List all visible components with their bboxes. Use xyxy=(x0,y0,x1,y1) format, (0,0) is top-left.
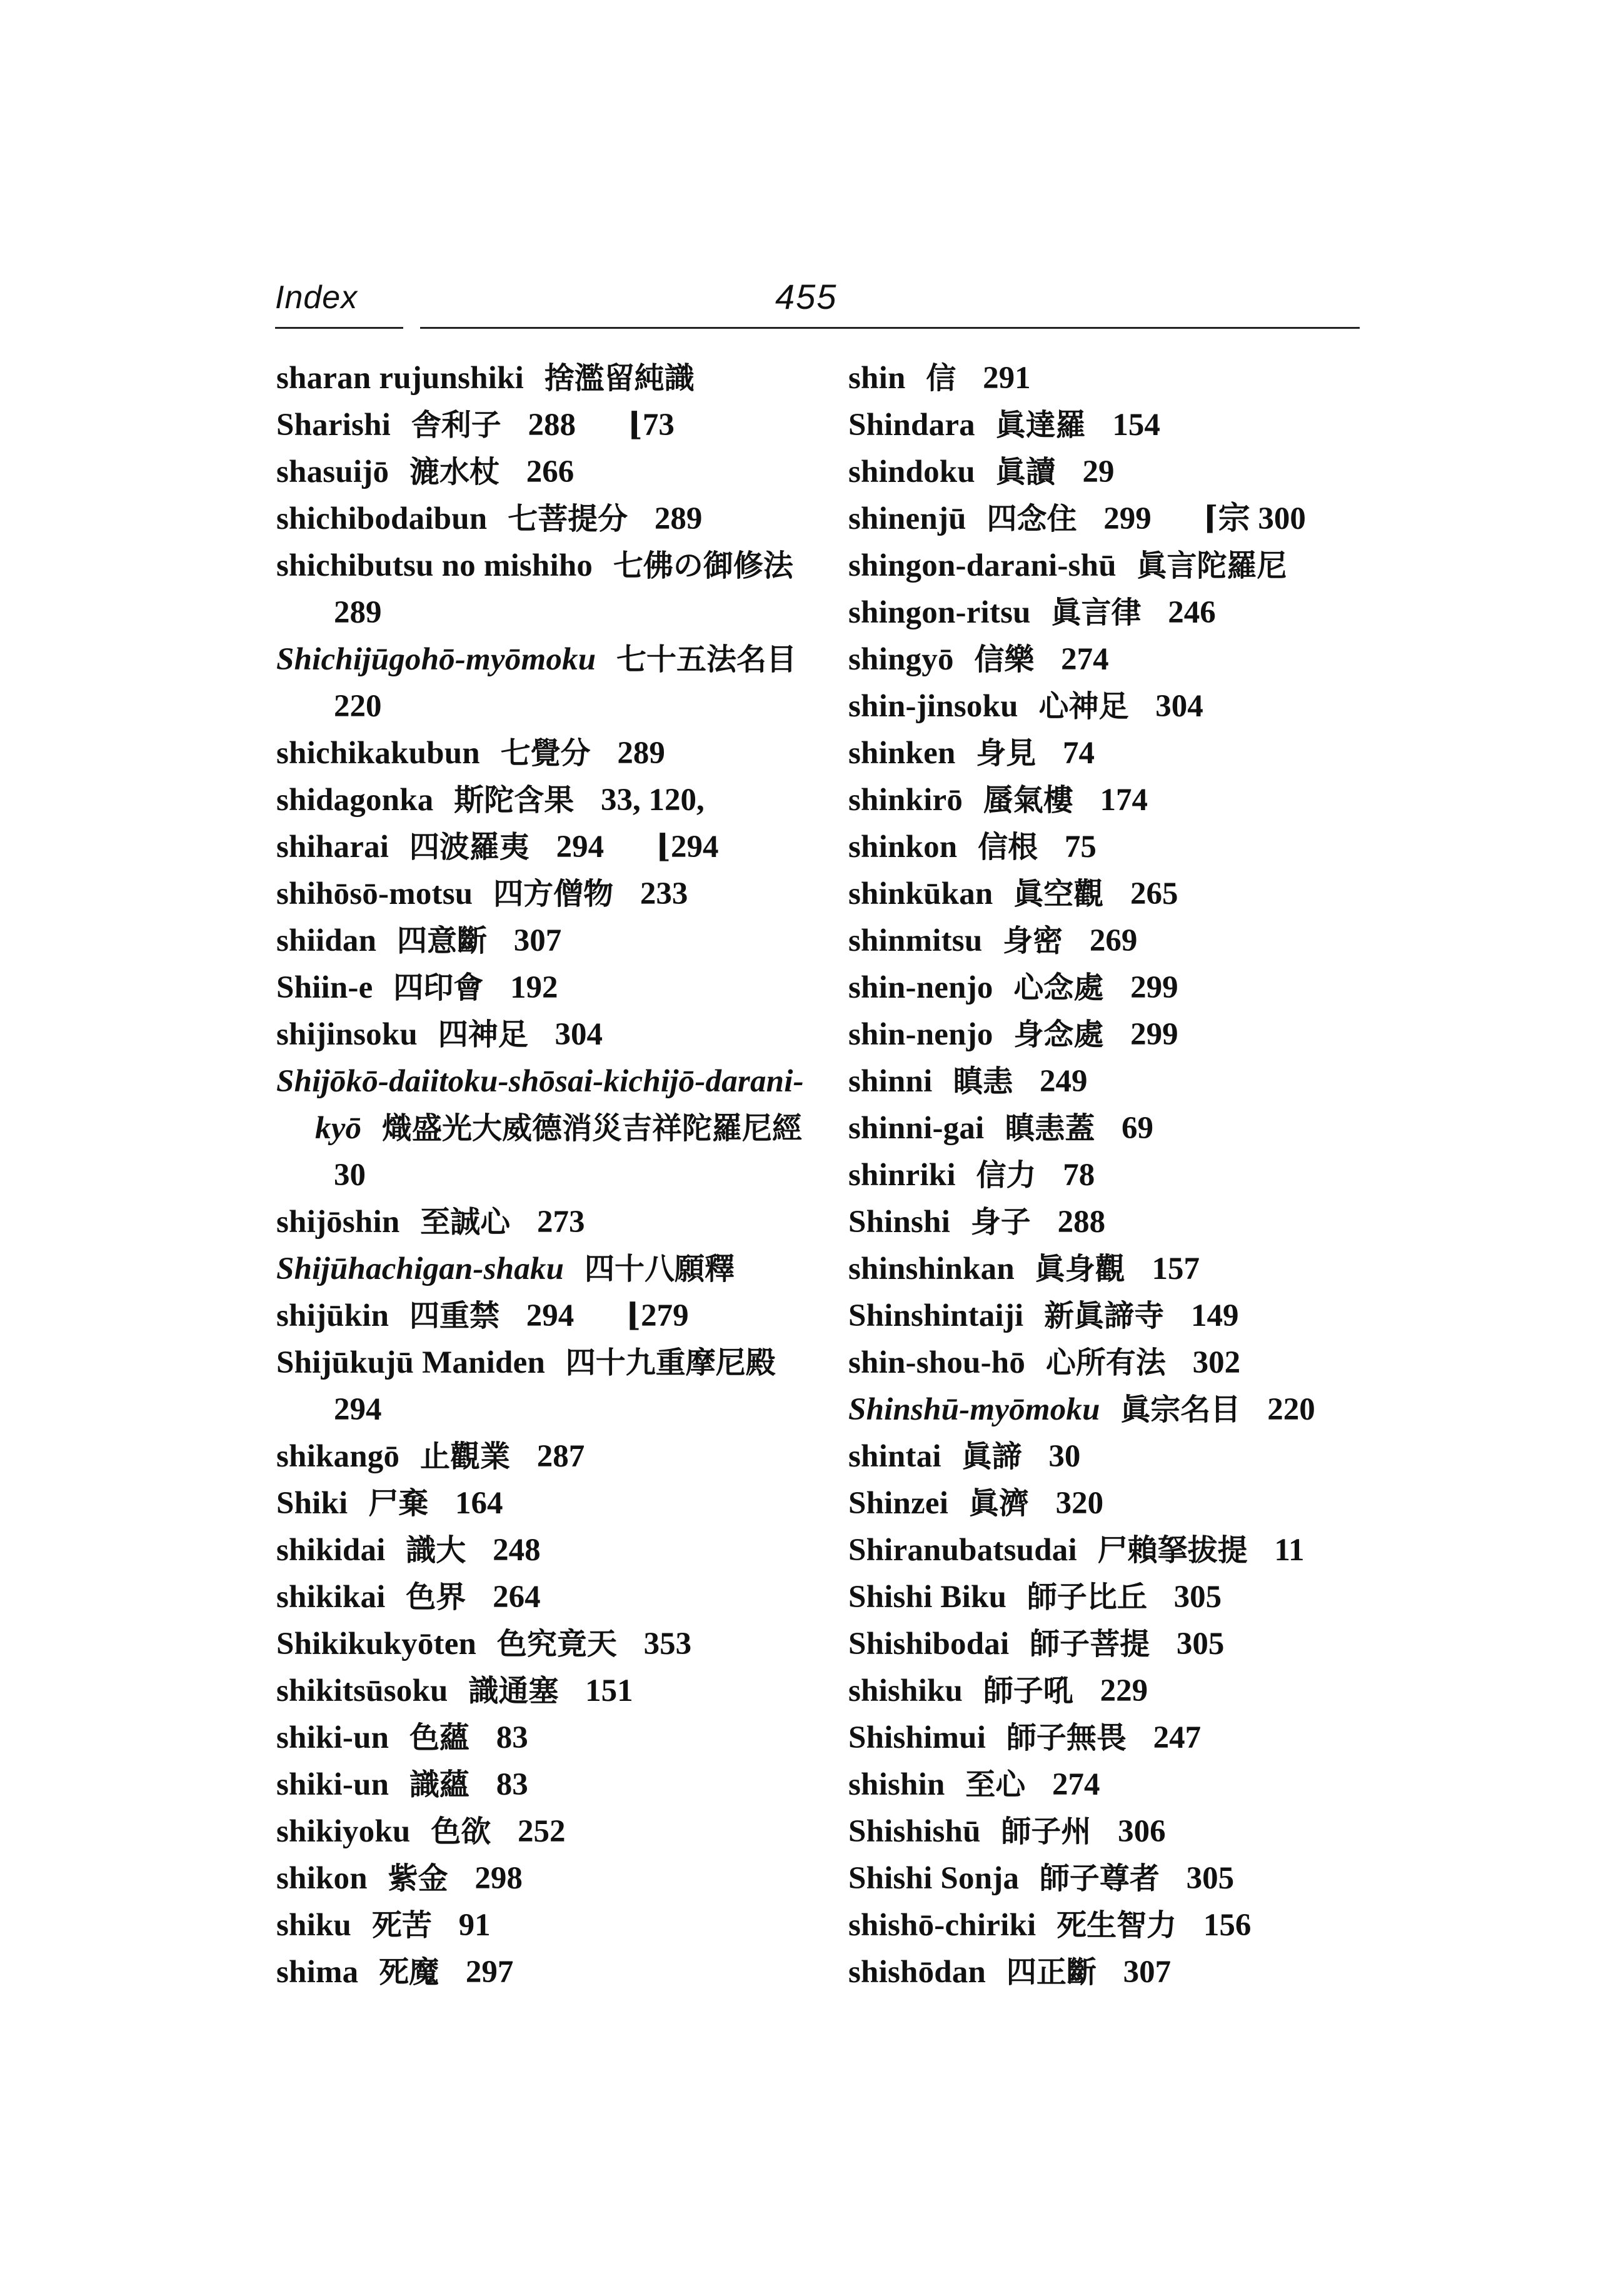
index-kanji: 信 xyxy=(926,361,956,396)
index-entry xyxy=(276,1199,826,1246)
index-kanji: 四波羅夷 xyxy=(409,830,529,865)
index-kanji: 信力 xyxy=(976,1158,1036,1193)
index-term: shikidai xyxy=(276,1533,386,1568)
index-term: shijinsoku xyxy=(276,1017,418,1052)
index-entry xyxy=(848,589,1380,636)
index-page-ref: 307 xyxy=(513,923,562,958)
index-entry xyxy=(276,730,826,777)
index-entry xyxy=(276,1855,826,1902)
index-entry xyxy=(848,1527,1380,1574)
index-kanji: 尸棄 xyxy=(368,1486,429,1521)
index-term: shichibodaibun xyxy=(276,501,488,536)
index-term: Shinzei xyxy=(848,1486,949,1521)
index-term: shinshinkan xyxy=(848,1251,1015,1286)
index-page-ref: 304 xyxy=(1155,689,1203,724)
index-page-ref: 298 xyxy=(474,1861,523,1896)
index-kanji: 尸賴拏拔提 xyxy=(1097,1533,1248,1568)
index-entry xyxy=(276,777,826,824)
index-page-ref: 291 xyxy=(983,361,1031,396)
index-kanji: 信樂 xyxy=(974,642,1035,677)
index-page-ref: 269 xyxy=(1089,923,1138,958)
index-kanji: 四十八願釋 xyxy=(584,1251,735,1286)
index-entry xyxy=(848,1762,1380,1808)
index-kanji: 四神足 xyxy=(438,1017,528,1052)
index-page-ref: 233 xyxy=(640,876,688,911)
index-page-ref: 229 xyxy=(1100,1673,1148,1708)
index-term: shinenjū xyxy=(848,501,966,536)
index-page-ref: 287 xyxy=(536,1439,585,1474)
index-kanji: 身見 xyxy=(976,736,1036,771)
index-continuation-note: ⌊294 xyxy=(655,830,719,865)
index-kanji: 色欲 xyxy=(431,1814,491,1849)
index-page-ref: 69 xyxy=(1121,1111,1153,1146)
index-term: Shiranubatsudai xyxy=(848,1533,1077,1568)
index-page-ref: 304 xyxy=(555,1017,603,1052)
index-entry xyxy=(848,1902,1380,1949)
index-term: shishōdan xyxy=(848,1955,986,1990)
index-term: shikiyoku xyxy=(276,1814,411,1849)
index-page-ref: 266 xyxy=(526,454,575,489)
index-term: shijōshin xyxy=(276,1205,400,1240)
index-entry xyxy=(276,636,826,730)
index-page-ref: 305 xyxy=(1173,1580,1222,1615)
index-kanji: 漉水杖 xyxy=(409,454,499,489)
index-page-ref: 294 xyxy=(556,830,605,865)
index-term: shijūkin xyxy=(276,1298,389,1333)
index-entry xyxy=(848,1011,1380,1058)
index-kanji: 四方僧物 xyxy=(493,876,614,911)
index-entry xyxy=(276,918,826,965)
index-term: Shijūkujū Maniden xyxy=(276,1345,546,1380)
index-term: sharan rujunshiki xyxy=(276,361,524,396)
index-entry xyxy=(848,449,1380,496)
index-kanji: 師子比丘 xyxy=(1026,1580,1147,1615)
index-term: shinriki xyxy=(848,1158,956,1193)
index-entry xyxy=(276,1340,826,1433)
index-entry xyxy=(848,965,1380,1011)
index-entry xyxy=(276,543,826,636)
index-entry xyxy=(276,1011,826,1058)
index-entry xyxy=(848,636,1380,683)
index-kanji: 新眞諦寺 xyxy=(1044,1298,1165,1333)
index-kanji: 眞宗名目 xyxy=(1120,1392,1241,1427)
index-kanji: 身密 xyxy=(1003,923,1063,958)
index-kanji: 信根 xyxy=(978,830,1038,865)
index-kanji: 心念處 xyxy=(1013,970,1104,1005)
index-term: Shinshū-myōmoku xyxy=(848,1392,1100,1427)
index-term: shihōsō-motsu xyxy=(276,876,473,911)
index-entry xyxy=(276,1808,826,1855)
index-term: shingon-darani-shū xyxy=(848,548,1117,583)
index-entry xyxy=(848,1668,1380,1715)
index-entry xyxy=(276,402,826,449)
index-entry xyxy=(276,496,826,543)
index-entry xyxy=(848,1480,1380,1527)
index-term: Shishimui xyxy=(848,1720,986,1755)
index-term: shinmitsu xyxy=(848,923,983,958)
index-page-ref: 289 xyxy=(654,501,703,536)
index-term: shingon-ritsu xyxy=(848,595,1031,630)
index-entry xyxy=(848,871,1380,918)
index-entry xyxy=(276,1293,826,1340)
index-entry xyxy=(276,1621,826,1668)
index-kanji: 眞言陀羅尼 xyxy=(1137,548,1287,583)
index-kanji: 眞身觀 xyxy=(1035,1251,1125,1286)
index-page-ref: 306 xyxy=(1118,1814,1166,1849)
index-term: shinkirō xyxy=(848,783,963,818)
index-page-ref: 273 xyxy=(536,1205,585,1240)
index-kanji: 四重禁 xyxy=(409,1298,499,1333)
index-page-ref: 274 xyxy=(1061,642,1109,677)
index-term: shiidan xyxy=(276,923,377,958)
index-entry xyxy=(848,543,1380,589)
index-kanji: 色蘊 xyxy=(409,1720,469,1755)
index-kanji: 師子州 xyxy=(1001,1814,1092,1849)
index-page-ref: 297 xyxy=(465,1955,514,1990)
page-number: 455 xyxy=(775,277,838,316)
index-kanji: 眞言律 xyxy=(1051,595,1142,630)
index-page-ref: 157 xyxy=(1152,1251,1200,1286)
index-page-ref: 248 xyxy=(493,1533,541,1568)
index-page-ref: 288 xyxy=(1057,1205,1106,1240)
index-term: shingyō xyxy=(848,642,954,677)
index-entry xyxy=(276,965,826,1011)
index-entry xyxy=(276,1246,826,1293)
index-term: shishiku xyxy=(848,1673,963,1708)
index-entry xyxy=(848,1293,1380,1340)
index-kanji: 色究竟天 xyxy=(496,1627,617,1662)
index-column-right xyxy=(848,355,1380,1996)
index-entry xyxy=(276,1527,826,1574)
index-kanji: 身子 xyxy=(970,1205,1031,1240)
header-rule xyxy=(420,327,1360,329)
index-term: shintai xyxy=(848,1439,941,1474)
index-page-ref: 30 xyxy=(334,1158,366,1193)
index-term: shinken xyxy=(848,736,956,771)
index-term: shiki-un xyxy=(276,1720,389,1755)
index-page-ref: 154 xyxy=(1112,408,1160,443)
index-kanji: 熾盛光大威德消災吉祥陀羅尼經 xyxy=(382,1111,803,1146)
index-term: shidagonka xyxy=(276,783,434,818)
index-kanji: 止觀業 xyxy=(419,1439,510,1474)
index-term: shinni-gai xyxy=(848,1111,985,1146)
index-term: Shindara xyxy=(848,408,975,443)
index-entry xyxy=(848,1621,1380,1668)
index-entry xyxy=(848,918,1380,965)
index-term: Shiki xyxy=(276,1486,348,1521)
index-term: shinkūkan xyxy=(848,876,993,911)
index-page-ref: 320 xyxy=(1055,1486,1104,1521)
index-kanji: 舎利子 xyxy=(411,408,501,443)
index-entry xyxy=(848,1386,1380,1433)
index-entry xyxy=(848,777,1380,824)
index-kanji: 瞋恚蓋 xyxy=(1005,1111,1095,1146)
index-continuation-note: ⌈宗 300 xyxy=(1203,501,1306,536)
index-term: shinkon xyxy=(848,830,958,865)
index-kanji: 心所有法 xyxy=(1045,1345,1166,1380)
index-entry xyxy=(276,1480,826,1527)
index-page-ref: 299 xyxy=(1130,970,1178,1005)
index-kanji: 四正斷 xyxy=(1006,1955,1097,1990)
index-page-ref: 305 xyxy=(1186,1861,1235,1896)
index-entry xyxy=(848,1433,1380,1480)
index-page-ref: 91 xyxy=(458,1908,491,1943)
index-term: Shikikukyōten xyxy=(276,1627,477,1662)
index-entry xyxy=(848,1340,1380,1386)
index-term: Shiin-e xyxy=(276,970,373,1005)
index-page-ref: 75 xyxy=(1064,830,1097,865)
index-term: Shishishū xyxy=(848,1814,981,1849)
index-page-ref: 192 xyxy=(509,970,558,1005)
index-page-ref: 30 xyxy=(1048,1439,1081,1474)
index-kanji: 眞讀 xyxy=(995,454,1056,489)
index-kanji: 識通塞 xyxy=(468,1673,559,1708)
index-kanji: 眞達羅 xyxy=(995,408,1086,443)
index-kanji: 死生智力 xyxy=(1056,1908,1177,1943)
index-entry xyxy=(848,1105,1380,1152)
index-page-ref: 151 xyxy=(585,1673,633,1708)
index-kanji: 心神足 xyxy=(1038,689,1129,724)
index-entry xyxy=(848,1855,1380,1902)
index-term: Shijūhachigan-shaku xyxy=(276,1251,565,1286)
running-head xyxy=(275,268,1360,336)
index-page-ref: 289 xyxy=(334,595,382,630)
index-page-ref: 83 xyxy=(496,1767,528,1802)
index-page-ref: 247 xyxy=(1153,1720,1202,1755)
index-page-ref: 264 xyxy=(493,1580,541,1615)
header-rule xyxy=(275,327,403,329)
index-column-left xyxy=(276,355,826,1996)
index-entry xyxy=(276,1668,826,1715)
index-page-ref: 156 xyxy=(1203,1908,1252,1943)
index-page-ref: 174 xyxy=(1100,783,1148,818)
index-entry xyxy=(276,1762,826,1808)
index-kanji: 七菩提分 xyxy=(508,501,628,536)
index-page-ref: 33, 120, xyxy=(601,783,705,818)
index-kanji: 四意斷 xyxy=(396,923,487,958)
index-page-ref: 265 xyxy=(1130,876,1178,911)
index-kanji: 死魔 xyxy=(379,1955,439,1990)
index-term: shikangō xyxy=(276,1439,400,1474)
index-page-ref: 299 xyxy=(1130,1017,1178,1052)
index-entry xyxy=(848,402,1380,449)
index-kanji: 身念處 xyxy=(1013,1017,1104,1052)
index-page-ref: 164 xyxy=(454,1486,503,1521)
index-term: shinni xyxy=(848,1064,933,1099)
index-entry xyxy=(276,1949,826,1996)
index-page-ref: 294 xyxy=(526,1298,575,1333)
index-term: shin-jinsoku xyxy=(848,689,1018,724)
index-entry xyxy=(276,1902,826,1949)
index-entry xyxy=(276,1433,826,1480)
index-kanji: 四十九重摩尼殿 xyxy=(565,1345,776,1380)
index-term: Shinshi xyxy=(848,1205,951,1240)
index-entry xyxy=(848,1199,1380,1246)
index-term: shin-nenjo xyxy=(848,970,993,1005)
index-kanji: 蜃氣樓 xyxy=(983,783,1073,818)
index-kanji: 紫金 xyxy=(388,1861,448,1896)
index-term: shishin xyxy=(848,1767,945,1802)
index-term: shiki-un xyxy=(276,1767,389,1802)
index-page-ref: 288 xyxy=(528,408,576,443)
index-term: Shishi Biku xyxy=(848,1580,1007,1615)
index-kanji: 師子吼 xyxy=(983,1673,1073,1708)
index-kanji: 七佛の御修法 xyxy=(613,548,793,583)
index-term: shin-shou-hō xyxy=(848,1345,1026,1380)
index-term: shikon xyxy=(276,1861,368,1896)
index-term: shindoku xyxy=(848,454,975,489)
index-entry xyxy=(276,1574,826,1621)
index-kanji: 師子菩提 xyxy=(1030,1627,1150,1662)
index-kanji: 四念住 xyxy=(986,501,1077,536)
index-entry xyxy=(848,355,1380,402)
index-entry xyxy=(848,1246,1380,1293)
index-kanji: 四印會 xyxy=(393,970,484,1005)
index-term: Shishibodai xyxy=(848,1627,1010,1662)
index-kanji: 瞋恚 xyxy=(953,1064,1013,1099)
index-page-ref: 289 xyxy=(617,736,665,771)
index-page-ref: 302 xyxy=(1192,1345,1241,1380)
index-page-ref: 149 xyxy=(1190,1298,1239,1333)
index-kanji: 至心 xyxy=(965,1767,1026,1802)
index-page-ref: 74 xyxy=(1063,736,1095,771)
index-page-ref: 305 xyxy=(1176,1627,1225,1662)
index-page-ref: 220 xyxy=(334,689,382,724)
index-page-ref: 353 xyxy=(643,1627,692,1662)
index-term: Shishi Sonja xyxy=(848,1861,1020,1896)
index-kanji: 七十五法名目 xyxy=(616,642,797,677)
index-entry xyxy=(276,824,826,871)
index-term: shichibutsu no mishiho xyxy=(276,548,593,583)
index-kanji: 至誠心 xyxy=(420,1205,511,1240)
index-term: Shinshintaiji xyxy=(848,1298,1024,1333)
index-page-ref: 78 xyxy=(1063,1158,1095,1193)
index-entry xyxy=(276,1715,826,1762)
index-page-ref: 29 xyxy=(1082,454,1115,489)
index-entry xyxy=(276,871,826,918)
index-entry xyxy=(276,449,826,496)
section-title: Index xyxy=(275,279,358,316)
index-entry xyxy=(848,683,1380,730)
index-term: shin-nenjo xyxy=(848,1017,993,1052)
index-term: shikitsūsoku xyxy=(276,1673,448,1708)
index-term: shishō-chiriki xyxy=(848,1908,1036,1943)
index-term: shasuijō xyxy=(276,454,389,489)
index-kanji: 識蘊 xyxy=(409,1767,469,1802)
index-term: Shijōkō-daiitoku-shōsai-kichijō-darani-kyō xyxy=(276,1064,804,1146)
index-term: shin xyxy=(848,361,906,396)
index-kanji: 斯陀含果 xyxy=(454,783,575,818)
index-term: shiku xyxy=(276,1908,352,1943)
index-entry xyxy=(848,1949,1380,1996)
index-kanji: 眞空觀 xyxy=(1013,876,1104,911)
index-kanji: 捨濫留純識 xyxy=(544,361,695,396)
index-entry xyxy=(276,1058,826,1199)
index-entry xyxy=(848,496,1380,543)
index-entry xyxy=(848,730,1380,777)
index-entry xyxy=(848,1808,1380,1855)
index-term: Sharishi xyxy=(276,408,391,443)
index-term: Shichijūgohō-myōmoku xyxy=(276,642,596,677)
index-kanji: 死苦 xyxy=(371,1908,432,1943)
index-term: shichikakubun xyxy=(276,736,480,771)
index-page-ref: 220 xyxy=(1267,1392,1315,1427)
index-entry xyxy=(848,1152,1380,1199)
index-kanji: 七覺分 xyxy=(500,736,591,771)
index-page-ref: 249 xyxy=(1040,1064,1088,1099)
index-entry xyxy=(276,355,826,402)
index-kanji: 師子尊者 xyxy=(1039,1861,1160,1896)
index-term: shikikai xyxy=(276,1580,386,1615)
index-entry xyxy=(848,1715,1380,1762)
index-continuation-note: ⌊279 xyxy=(626,1298,689,1333)
index-page-ref: 307 xyxy=(1123,1955,1172,1990)
index-kanji: 眞濟 xyxy=(968,1486,1029,1521)
index-page-ref: 246 xyxy=(1168,595,1216,630)
index-page-ref: 294 xyxy=(334,1392,382,1427)
index-kanji: 識大 xyxy=(406,1533,466,1568)
index-kanji: 師子無畏 xyxy=(1006,1720,1127,1755)
index-entry xyxy=(848,1058,1380,1105)
index-term: shiharai xyxy=(276,830,389,865)
index-page-ref: 274 xyxy=(1052,1767,1100,1802)
index-page-ref: 83 xyxy=(496,1720,528,1755)
index-page-ref: 11 xyxy=(1274,1533,1305,1568)
index-kanji: 色界 xyxy=(406,1580,466,1615)
index-term: shima xyxy=(276,1955,359,1990)
index-entry xyxy=(848,824,1380,871)
index-page-ref: 252 xyxy=(517,1814,566,1849)
index-kanji: 眞諦 xyxy=(961,1439,1022,1474)
index-continuation-note: ⌊73 xyxy=(627,408,675,443)
index-entry xyxy=(848,1574,1380,1621)
index-page-ref: 299 xyxy=(1103,501,1152,536)
